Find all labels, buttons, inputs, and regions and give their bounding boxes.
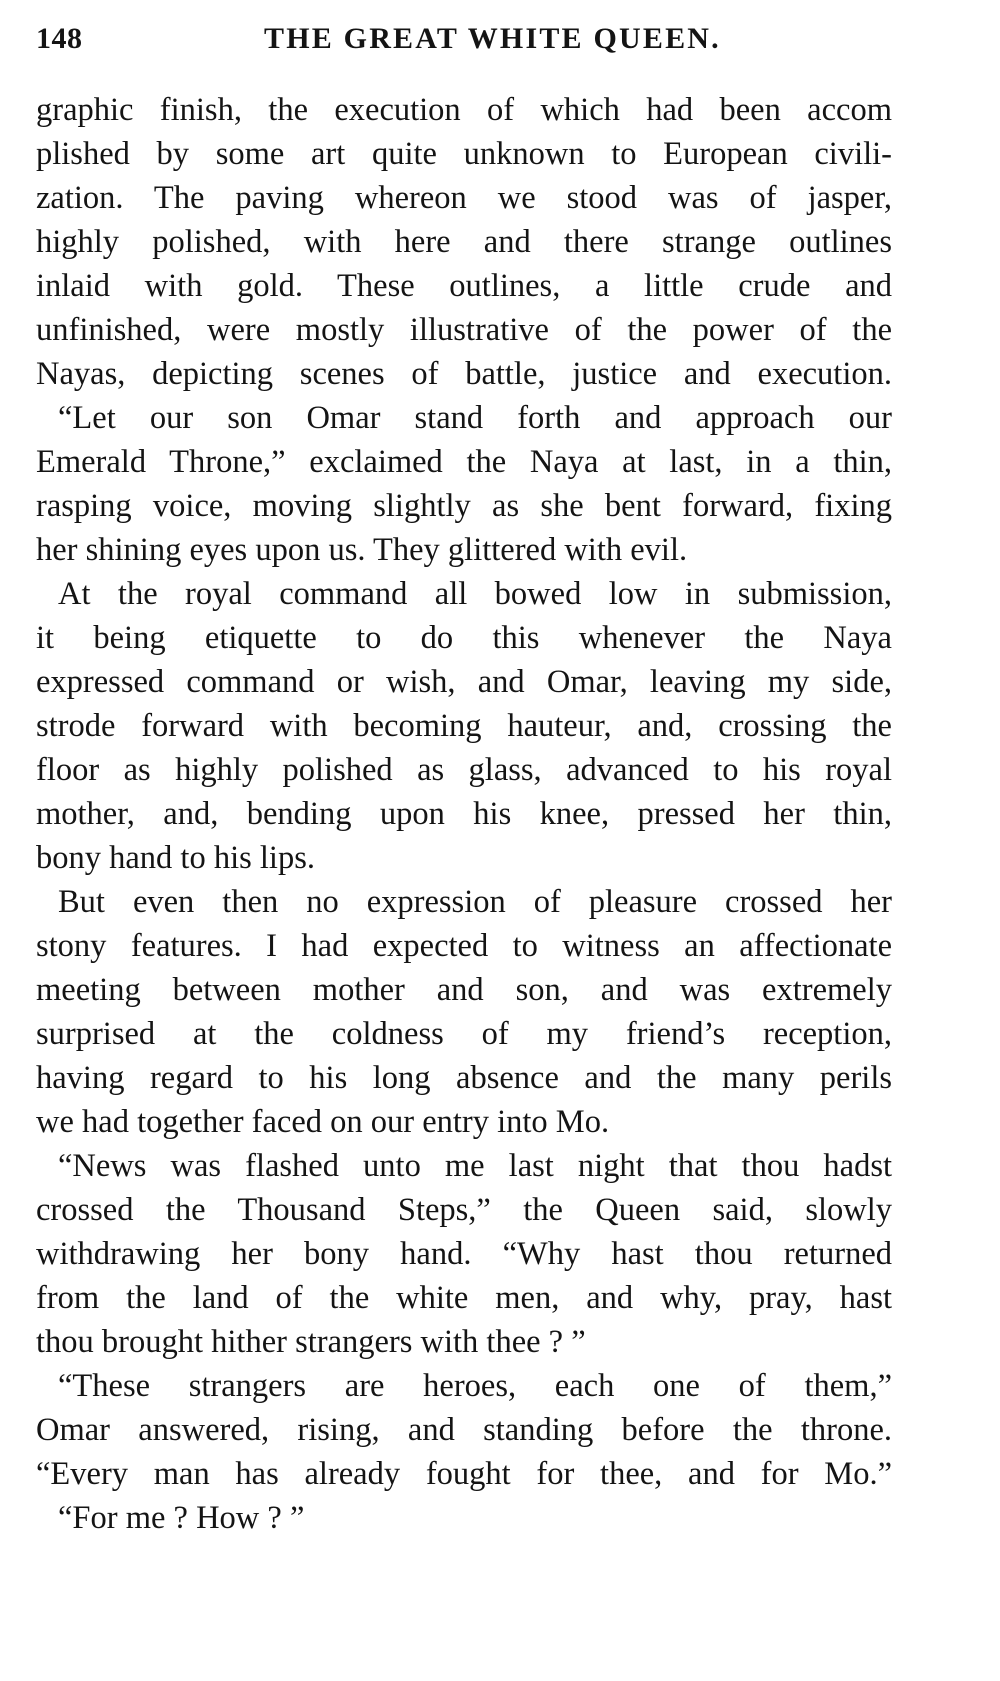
text-line: graphic finish, the execution of which had been accom xyxy=(36,92,892,128)
paragraph xyxy=(36,1364,892,1496)
text-line: “For me ? How ? ” xyxy=(58,1500,305,1536)
text-line: from the land of the white men, and why, pray, hast xyxy=(36,1280,892,1316)
text-line: “Every man has already fought for thee, and for Mo.” xyxy=(36,1456,892,1492)
text-line: floor as highly polished as glass, advanced to his royal xyxy=(36,752,892,788)
text-line: highly polished, with here and there strange outlines xyxy=(36,224,892,260)
text-line: thou brought hither strangers with thee ? ” xyxy=(36,1324,586,1360)
text-line: crossed the Thousand Steps,” the Queen said, slowly xyxy=(36,1192,892,1228)
text-line: “Let our son Omar stand forth and approach our xyxy=(58,400,892,436)
text-line: At the royal command all bowed low in submission, xyxy=(58,576,892,612)
paragraph xyxy=(36,396,892,572)
text-line: inlaid with gold. These outlines, a little crude and xyxy=(36,268,892,304)
text-line: strode forward with becoming hauteur, and, crossing the xyxy=(36,708,892,744)
text-line: it being etiquette to do this whenever the Naya xyxy=(36,620,892,656)
running-head xyxy=(36,18,904,62)
text-line: withdrawing her bony hand. “Why hast thou returned xyxy=(36,1236,892,1272)
text-line: bony hand to his lips. xyxy=(36,840,315,876)
body-text xyxy=(36,88,892,1540)
text-line: expressed command or wish, and Omar, leaving my side, xyxy=(36,664,892,700)
paragraph xyxy=(36,88,892,396)
text-line: meeting between mother and son, and was extremely xyxy=(36,972,892,1008)
text-line: we had together faced on our entry into Mo. xyxy=(36,1104,610,1140)
text-line: But even then no expression of pleasure crossed her xyxy=(58,884,892,920)
text-line: having regard to his long absence and the many perils xyxy=(36,1060,892,1096)
text-line: rasping voice, moving slightly as she bent forward, fixing xyxy=(36,488,892,524)
text-line: Emerald Throne,” exclaimed the Naya at last, in a thin, xyxy=(36,444,892,480)
text-line: her shining eyes upon us. They glittered with evil. xyxy=(36,532,688,568)
text-line: stony features. I had expected to witness an affectionate xyxy=(36,928,892,964)
paragraph xyxy=(36,880,892,1144)
paragraph xyxy=(36,572,892,880)
text-line: “News was flashed unto me last night that thou hadst xyxy=(58,1148,892,1184)
text-line: unfinished, were mostly illustrative of the power of the xyxy=(36,312,892,348)
text-line: zation. The paving whereon we stood was of jasper, xyxy=(36,180,892,216)
text-line: mother, and, bending upon his knee, pressed her thin, xyxy=(36,796,892,832)
text-line: Omar answered, rising, and standing before the throne. xyxy=(36,1412,892,1448)
running-title: THE GREAT WHITE QUEEN. xyxy=(264,22,721,55)
paragraph xyxy=(36,1144,892,1364)
text-line: Nayas, depicting scenes of battle, justice and execution. xyxy=(36,356,892,392)
page-number: 148 xyxy=(36,22,83,55)
text-line: plished by some art quite unknown to European civili- xyxy=(36,136,892,172)
text-line: “These strangers are heroes, each one of them,” xyxy=(58,1368,892,1404)
text-line: surprised at the coldness of my friend’s reception, xyxy=(36,1016,892,1052)
paragraph xyxy=(36,1496,892,1540)
